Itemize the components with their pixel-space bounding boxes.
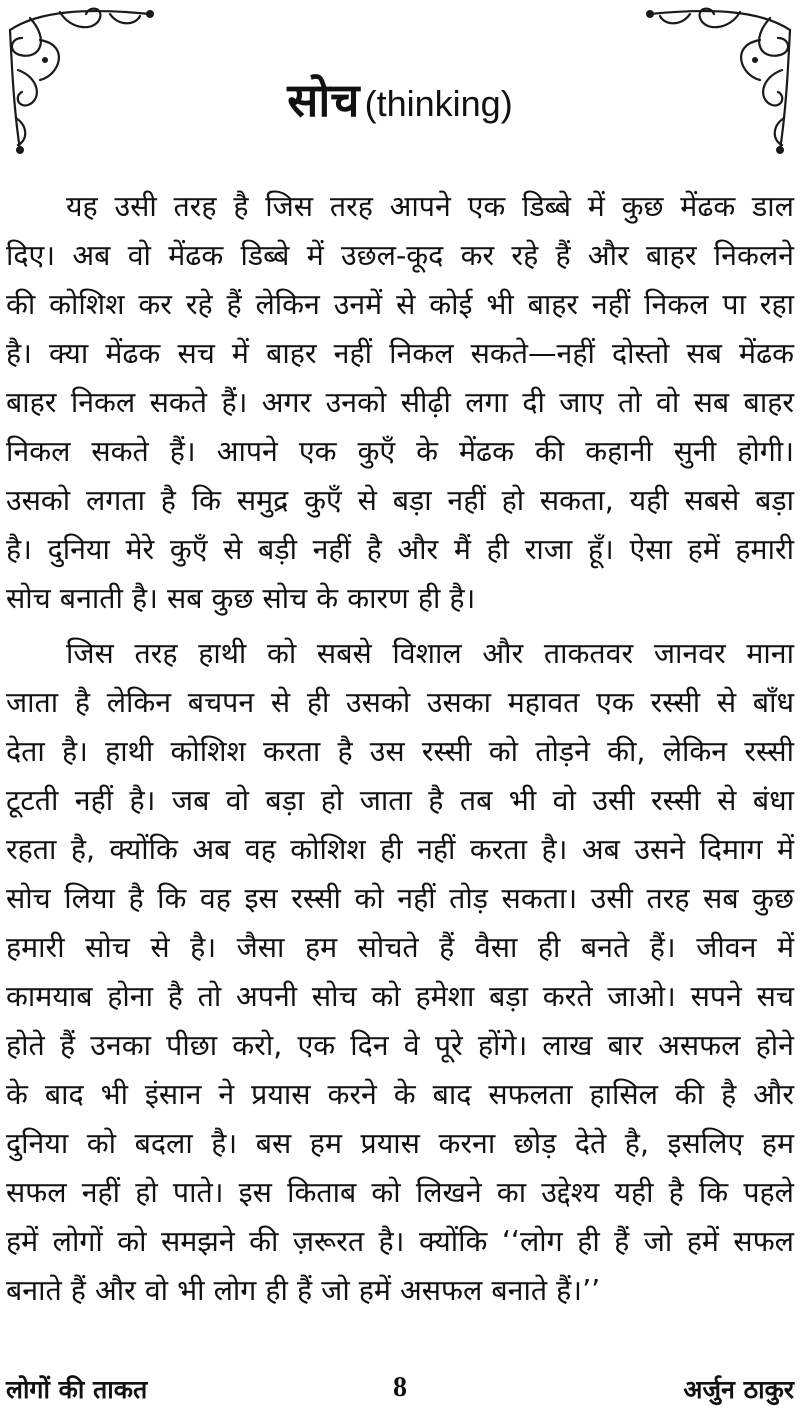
text-line: के बाद भी इंसान ने प्रयास करने के बाद सफलता हासिल की है और	[6, 1078, 794, 1111]
text-line: सफल नहीं हो पाते। इस किताब को लिखने का उद्देश्य यही है कि पहले	[6, 1176, 794, 1209]
text-line: जिस तरह हाथी को सबसे विशाल और ताकतवर जानवर माना	[66, 637, 794, 670]
paragraph-1	[6, 182, 794, 623]
footer-author: अर्जुन ठाकुर	[683, 1375, 794, 1404]
text-line: बनाते हैं और वो भी लोग ही हैं जो हमें असफल बनाते हैं।’’	[6, 1274, 601, 1307]
text-line: टूटती नहीं है। जब वो बड़ा हो जाता है तब भी वो उसी रस्सी से बंधा	[6, 784, 794, 817]
page-title	[0, 70, 800, 141]
text-line: की कोशिश कर रहे हैं लेकिन उनमें से कोई भी बाहर नहीं निकल पा रहा	[6, 288, 794, 321]
page-number: 8	[393, 1372, 407, 1403]
text-line: सोच लिया है कि वह इस रस्सी को नहीं तोड़ सकता। उसी तरह सब कुछ	[6, 882, 794, 915]
text-line: यह उसी तरह है जिस तरह आपने एक डिब्बे में कुछ मेंढक डाल	[66, 190, 794, 223]
paragraph-2	[6, 629, 794, 1315]
title-english: (thinking)	[364, 83, 513, 124]
text-line: है। दुनिया मेरे कुएँ से बड़ी नहीं है और मैं ही राजा हूँ। ऐसा हमें हमारी	[6, 533, 794, 566]
text-line: हमारी सोच से है। जैसा हम सोचते हैं वैसा ही बनते हैं। जीवन में	[6, 931, 794, 964]
title-hindi: सोच	[287, 73, 360, 127]
text-line: निकल सकते हैं। आपने एक कुएँ के मेंढक की कहानी सुनी होगी।	[6, 435, 794, 468]
text-line: होते हैं उनका पीछा करो, एक दिन वे पूरे होंगे। लाख बार असफल होने	[6, 1029, 794, 1062]
footer-book-title: लोगों की ताकत	[6, 1375, 148, 1404]
text-line: बाहर निकल सकते हैं। अगर उनको सीढ़ी लगा दी जाए तो वो सब बाहर	[6, 386, 794, 419]
text-line: कामयाब होना है तो अपनी सोच को हमेशा बड़ा करते जाओ। सपने सच	[6, 980, 794, 1013]
body-text	[6, 182, 794, 1315]
text-line: दुनिया को बदला है। बस हम प्रयास करना छोड़ देते है, इसलिए हम	[6, 1127, 794, 1160]
text-line: हमें लोगों को समझने की ज़रूरत है। क्योंकि ‘‘लोग ही हैं जो हमें सफल	[6, 1225, 794, 1258]
text-line: दिए। अब वो मेंढक डिब्बे में उछल-कूद कर रहे हैं और बाहर निकलने	[6, 239, 794, 272]
text-line: देता है। हाथी कोशिश करता है उस रस्सी को तोड़ने की, लेकिन रस्सी	[6, 735, 794, 768]
text-line: रहता है, क्योंकि अब वह कोशिश ही नहीं करता है। अब उसने दिमाग में	[6, 833, 794, 866]
text-line: सोच बनाती है। सब कुछ सोच के कारण ही है।	[6, 582, 476, 615]
text-line: जाता है लेकिन बचपन से ही उसको उसका महावत एक रस्सी से बाँध	[6, 686, 794, 719]
text-line: उसको लगता है कि समुद्र कुएँ से बड़ा नहीं हो सकता, यही सबसे बड़ा	[6, 484, 794, 517]
text-line: है। क्या मेंढक सच में बाहर नहीं निकल सकते—नहीं दोस्तो सब मेंढक	[6, 337, 794, 370]
page-footer	[6, 1372, 794, 1412]
